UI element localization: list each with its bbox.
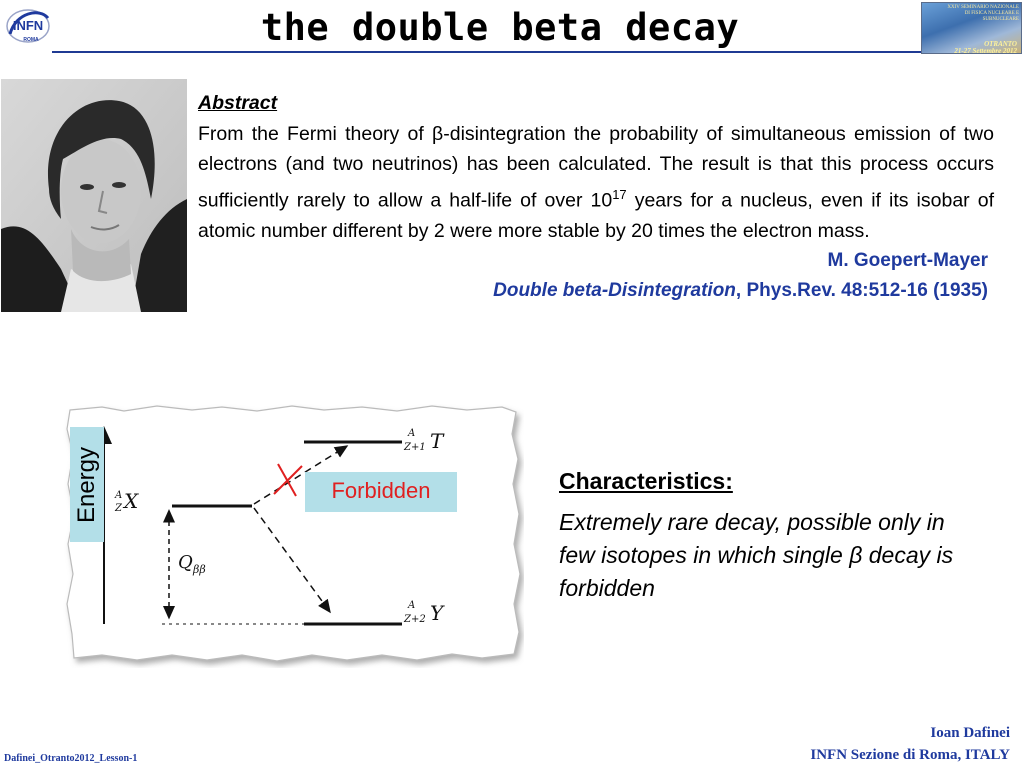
- badge-line-3: SUBNUCLEARE: [982, 17, 1019, 22]
- level-x-symbol: X: [124, 489, 139, 513]
- level-t-charge: Z+1: [404, 442, 426, 453]
- energy-axis-label: Energy: [73, 446, 100, 524]
- logo-text: INFN: [12, 18, 44, 33]
- citation: [493, 280, 988, 302]
- infn-logo: [4, 4, 52, 50]
- abstract-block: [198, 88, 994, 246]
- logo-subtext: ROMA: [23, 37, 39, 43]
- level-t-mass: A: [408, 428, 416, 439]
- characteristics-heading: Characteristics:: [559, 468, 733, 494]
- level-t-symbol: T: [430, 429, 444, 453]
- abstract-exponent: 17: [612, 186, 627, 202]
- badge-line-2: DI FISICA NUCLEARE E: [964, 11, 1019, 16]
- citation-title: Double beta-Disintegration: [493, 280, 736, 301]
- decay-level-diagram: [62, 404, 524, 668]
- badge-place: OTRANTO: [984, 40, 1017, 48]
- page-title: the double beta decay: [260, 6, 740, 49]
- q-label-subscript: ββ: [193, 563, 206, 576]
- citation-details: , Phys.Rev. 48:512-16 (1935): [735, 280, 988, 301]
- footer-slide-id: Dafinei_Otranto2012_Lesson-1: [4, 753, 138, 764]
- abstract-heading: Abstract: [198, 92, 278, 114]
- forbidden-label: Forbidden: [331, 478, 431, 503]
- footer-author: Ioan Dafinei: [930, 725, 1010, 741]
- characteristics-text: Extremely rare decay, possible only in few isotopes in which single β decay is forbidden: [559, 509, 954, 601]
- paper-background: [67, 406, 520, 661]
- conference-badge: [921, 2, 1022, 54]
- level-y-charge: Z+2: [404, 614, 426, 625]
- level-x-mass: A: [115, 490, 123, 501]
- abstract-text-part-1: From the Fermi theory of β-disintegration the probability of simultaneous emission of two electrons (and two neutrinos) has been calculated. The result is that this process occurs sufficiently rarely to allow a half-life of over 10: [198, 122, 994, 211]
- abstract-text-part-2: years for a nucleus, even if its isobar of atomic number different by 2 were more stable by 20 times the electron mass.: [198, 189, 994, 242]
- title-divider: [52, 51, 922, 53]
- level-y-mass: A: [408, 600, 416, 611]
- author-name: M. Goepert-Mayer: [827, 250, 988, 271]
- level-x-charge: Z: [115, 503, 122, 514]
- abstract-text: [198, 119, 994, 247]
- q-label: Q: [178, 552, 193, 573]
- portrait-photo: [1, 79, 187, 312]
- footer-affiliation: INFN Sezione di Roma, ITALY: [810, 747, 1010, 763]
- level-y-symbol: Y: [430, 601, 444, 625]
- badge-line-1: XXIV SEMINARIO NAZIONALE: [947, 5, 1019, 10]
- badge-dates: 21-27 Settembre 2012: [954, 47, 1017, 54]
